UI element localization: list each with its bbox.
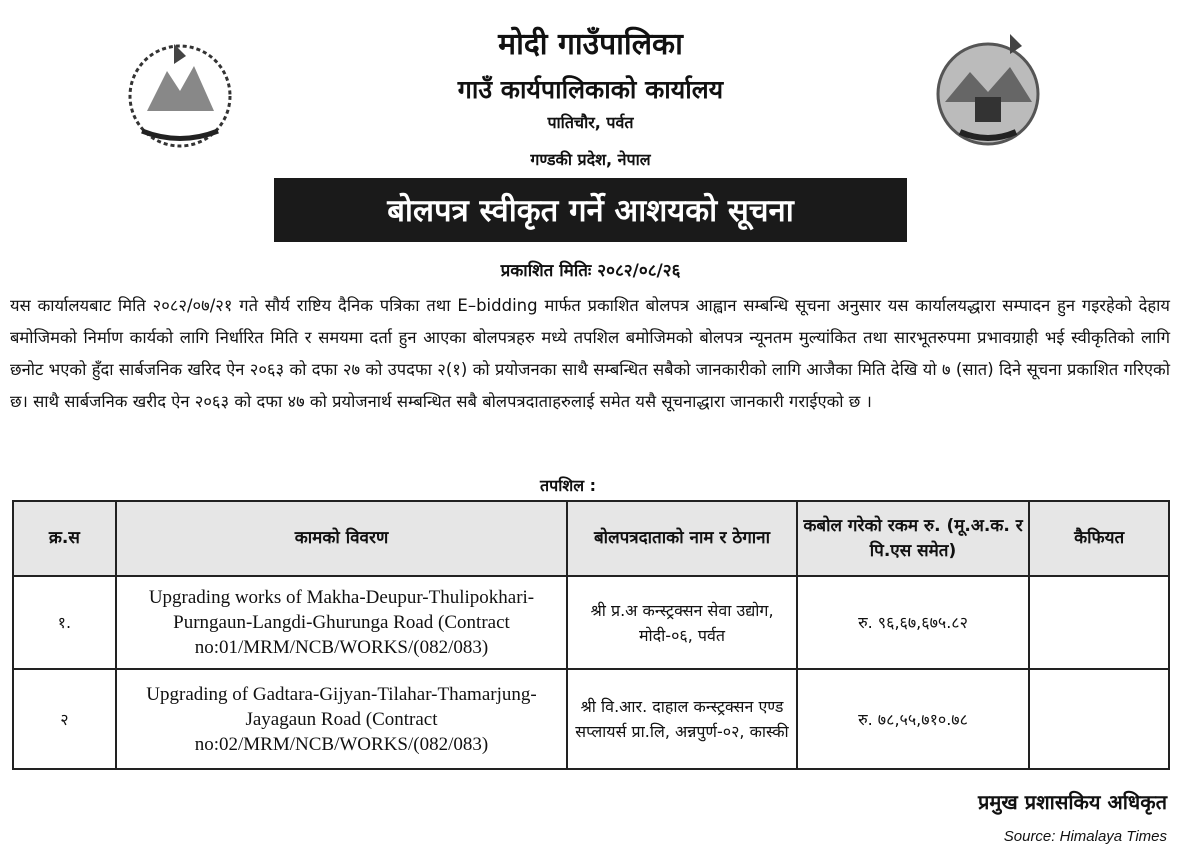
table-row <box>13 669 1169 769</box>
col-remarks: कैफियत <box>1029 501 1169 576</box>
col-work: कामको विवरण <box>116 501 567 576</box>
cell-amount: रु. ७८,५५,७१०.७८ <box>797 669 1030 769</box>
cell-amount: रु. ९६,६७,६७५.८२ <box>797 576 1030 669</box>
published-date: प्रकाशित मितिः २०८२/०८/२६ <box>500 261 681 281</box>
cell-sn: २ <box>13 669 116 769</box>
cell-remarks <box>1029 669 1169 769</box>
notice-body: यस कार्यालयबाट मिति २०८२/०७/२१ गते सौर्य राष्टिय दैनिक पत्रिका तथा E–bidding मार्फत प्रकाशित बोलपत्र आह्वान सम्बन्धि सूचना अनुसार यस कार्यालयद्धारा सम्पादन हुन गइरहेको देहाय बमोजिमको निर्माण कार्यको लागि निर्धारित मिति र समयमा दर्ता हुन आएका बोलपत्रहरु मध्ये तपशिल बमोजिमको बोलपत्र न्यूनतम मुल्यांकित तथा सारभूतरुपमा प्रभावग्राही भई स्वीकृतिको लागि छनोट भएको हुँदा सार्बजनिक खरिद ऐन २०६३ को दफा २७ को उपदफा २(१) को प्रयोजनका साथै सम्बन्धित सबैको जानकारीको लागि आजैका मिति देखि यो ७ (सात) दिने सूचना प्रकाशित गरिएको छ। साथै सार्बजनिक खरीद ऐन २०६३ को दफा ४७ को प्रयोजनार्थ सम्बन्धित सबै बोलपत्रदाताहरुलाई समेत यसै सूचनाद्धारा जानकारी गराईएको छ । <box>10 296 1170 411</box>
col-sn: क्र.स <box>13 501 116 576</box>
col-amount: कबोल गरेको रकम रु. (मू.अ.क. र पि.एस समेत) <box>797 501 1030 576</box>
cell-sn: १. <box>13 576 116 669</box>
table-header-row <box>13 501 1169 576</box>
source-credit: Source: Himalaya Times <box>1003 828 1167 845</box>
bid-table <box>12 500 1170 770</box>
municipality-name: मोदी गाउँपालिका <box>498 27 683 62</box>
signature-title: प्रमुख प्रशासकिय अधिकृत <box>978 790 1167 814</box>
province: गण्डकी प्रदेश, नेपाल <box>530 150 651 169</box>
cell-remarks <box>1029 576 1169 669</box>
table-row <box>13 576 1169 669</box>
office-location: पातिचौर, पर्वत <box>547 113 634 132</box>
cell-bidder: श्री वि.आर. दाहाल कन्स्ट्रक्सन एण्ड सप्लायर्स प्रा.लि, अन्नपुर्ण-०२, कास्की <box>567 669 797 769</box>
cell-bidder: श्री प्र.अ कन्स्ट्रक्सन सेवा उद्योग, मोदी-०६, पर्वत <box>567 576 797 669</box>
table-label: तपशिल : <box>540 476 597 495</box>
office-name: गाउँ कार्यपालिकाको कार्यालय <box>457 75 724 104</box>
cell-work: Upgrading works of Makha-Deupur-Thulipokhari-Purngaun-Langdi-Ghurunga Road (Contract no:01/MRM/NCB/WORKS/(082/083) <box>116 576 567 669</box>
col-bidder: बोलपत्रदाताको नाम र ठेगाना <box>567 501 797 576</box>
notice-title: बोलपत्र स्वीकृत गर्ने आशयको सूचना <box>274 178 907 242</box>
cell-work: Upgrading of Gadtara-Gijyan-Tilahar-Thamarjung-Jayagaun Road (Contract no:02/MRM/NCB/WORKS/(082/083) <box>116 669 567 769</box>
